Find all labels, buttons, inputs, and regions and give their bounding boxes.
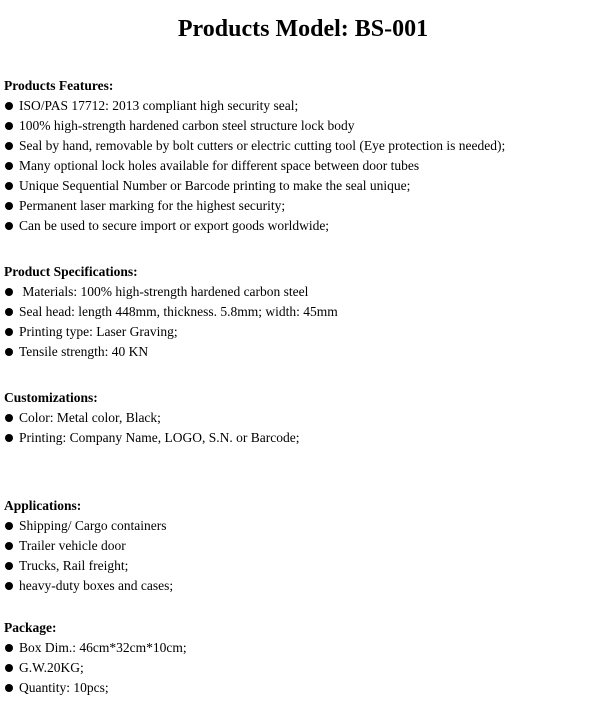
bullet-icon — [5, 562, 13, 570]
bullet-icon — [5, 684, 13, 692]
section-heading: Package: — [4, 620, 57, 635]
list-item: Printing: Company Name, LOGO, S.N. or Barcode; — [4, 428, 602, 448]
bullet-icon — [5, 122, 13, 130]
section-package — [4, 618, 602, 698]
bullet-icon — [5, 288, 13, 296]
bullet-icon — [5, 162, 13, 170]
list-item: Permanent laser marking for the highest security; — [4, 196, 602, 216]
list-item: Trucks, Rail freight; — [4, 556, 602, 576]
bullet-icon — [5, 434, 13, 442]
list-item: Color: Metal color, Black; — [4, 408, 602, 428]
list-item: Seal head: length 448mm, thickness. 5.8mm; width: 45mm — [4, 302, 602, 322]
list-item: Many optional lock holes available for different space between door tubes — [4, 156, 602, 176]
section-product-specifications — [4, 262, 602, 362]
list-item: Quantity: 10pcs; — [4, 678, 602, 698]
list-item: Shipping/ Cargo containers — [4, 516, 602, 536]
bullet-icon — [5, 522, 13, 530]
bullet-icon — [5, 664, 13, 672]
list-item: Can be used to secure import or export goods worldwide; — [4, 216, 602, 236]
bullet-icon — [5, 348, 13, 356]
bullet-icon — [5, 182, 13, 190]
list-item: Materials: 100% high-strength hardened carbon steel — [4, 282, 602, 302]
bullet-icon — [5, 414, 13, 422]
list-item: Unique Sequential Number or Barcode printing to make the seal unique; — [4, 176, 602, 196]
section-heading: Product Specifications: — [4, 264, 138, 279]
list-item: 100% high-strength hardened carbon steel structure lock body — [4, 116, 602, 136]
list-item: Seal by hand, removable by bolt cutters or electric cutting tool (Eye protection is needed); — [4, 136, 602, 156]
page-title: Products Model: BS-001 — [177, 16, 429, 42]
list-item: Printing type: Laser Graving; — [4, 322, 602, 342]
list-item: Trailer vehicle door — [4, 536, 602, 556]
list-item: G.W.20KG; — [4, 658, 602, 678]
list-item: Tensile strength: 40 KN — [4, 342, 602, 362]
bullet-icon — [5, 328, 13, 336]
section-applications — [4, 496, 602, 596]
list-item: heavy-duty boxes and cases; — [4, 576, 602, 596]
bullet-icon — [5, 142, 13, 150]
bullet-icon — [5, 222, 13, 230]
section-products-features — [4, 76, 602, 236]
section-customizations — [4, 388, 602, 448]
bullet-icon — [5, 308, 13, 316]
list-item: ISO/PAS 17712: 2013 compliant high security seal; — [4, 96, 602, 116]
bullet-icon — [5, 644, 13, 652]
bullet-icon — [5, 582, 13, 590]
bullet-icon — [5, 542, 13, 550]
bullet-icon — [5, 202, 13, 210]
list-item: Box Dim.: 46cm*32cm*10cm; — [4, 638, 602, 658]
section-heading: Applications: — [4, 498, 82, 513]
section-heading: Products Features: — [4, 78, 114, 93]
section-heading: Customizations: — [4, 390, 98, 405]
bullet-icon — [5, 102, 13, 110]
